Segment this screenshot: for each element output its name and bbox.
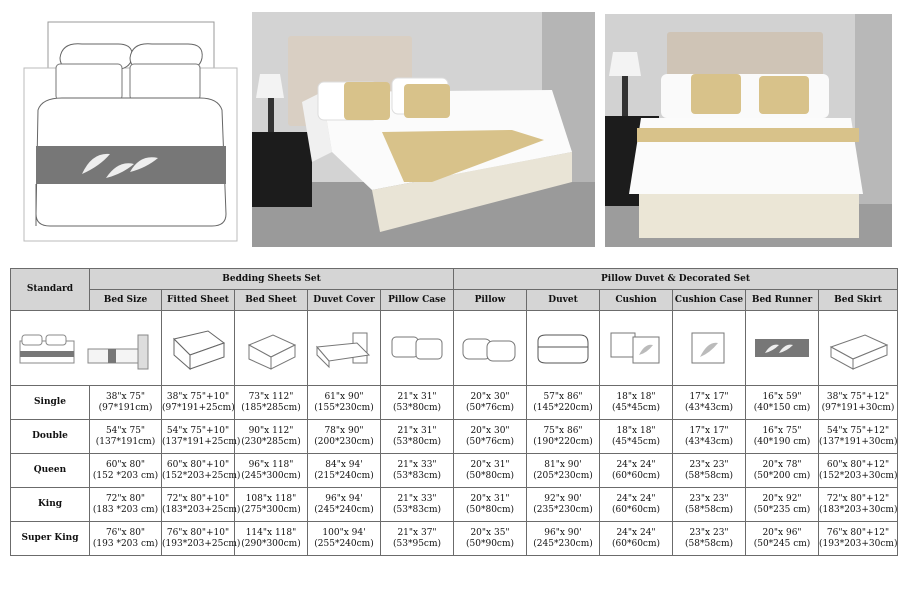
table-cell: 24"x 24" (60*60cm): [600, 488, 673, 522]
table-cell: 20"x 30" (50*76cm): [454, 420, 527, 454]
bed-skirt-thumbnail: [819, 311, 898, 386]
col-duvet: Duvet: [527, 290, 600, 311]
table-cell: 96"x 118" (245*300cm): [235, 454, 308, 488]
table-cell: 17"x 17" (43*43cm): [673, 420, 746, 454]
cushion-case-thumbnail: [673, 311, 746, 386]
table-cell: 38"x 75" (97*191cm): [90, 386, 162, 420]
table-cell: 78"x 90" (200*230cm): [308, 420, 381, 454]
table-cell: 75"x 86" (190*220cm): [527, 420, 600, 454]
group-header-row: [11, 269, 898, 290]
bed-photo-angled: [252, 12, 595, 247]
table-cell: 72"x 80"+10" (183*203+25cm): [162, 488, 235, 522]
table-cell: 90"x 112" (230*285cm): [235, 420, 308, 454]
col-bed-runner: Bed Runner: [746, 290, 819, 311]
row-label: King: [11, 488, 90, 522]
table-cell: 76"x 80"+10" (193*203+25cm): [162, 522, 235, 556]
row-label: Double: [11, 420, 90, 454]
table-row: [11, 454, 898, 488]
table-cell: 20"x 31" (50*80cm): [454, 488, 527, 522]
col-bed-sheet: Bed Sheet: [235, 290, 308, 311]
table-cell: 24"x 24" (60*60cm): [600, 454, 673, 488]
col-pillow-case: Pillow Case: [381, 290, 454, 311]
duvet-thumbnail: [527, 311, 600, 386]
col-fitted-sheet: Fitted Sheet: [162, 290, 235, 311]
table-cell: 20"x 96" (50*245 cm): [746, 522, 819, 556]
table-cell: 73"x 112" (185*285cm): [235, 386, 308, 420]
size-spec-table: [10, 268, 898, 556]
flat-sheet-thumbnail: [235, 311, 308, 386]
table-row: [11, 522, 898, 556]
table-cell: 54"x 75" (137*191cm): [90, 420, 162, 454]
column-header-row: [11, 290, 898, 311]
table-cell: 17"x 17" (43*43cm): [673, 386, 746, 420]
col-cushion-case: Cushion Case: [673, 290, 746, 311]
table-cell: 18"x 18" (45*45cm): [600, 386, 673, 420]
table-cell: 21"x 33" (53*83cm): [381, 488, 454, 522]
table-cell: 21"x 31" (53*80cm): [381, 420, 454, 454]
row-label: Queen: [11, 454, 90, 488]
table-cell: 61"x 90" (155*230cm): [308, 386, 381, 420]
table-cell: 114"x 118" (290*300cm): [235, 522, 308, 556]
col-pillow: Pillow: [454, 290, 527, 311]
table-cell: 60"x 80"+12" (152*203+30cm): [819, 454, 898, 488]
table-cell: 21"x 31" (53*80cm): [381, 386, 454, 420]
table-cell: 38"x 75"+12" (97*191+30cm): [819, 386, 898, 420]
table-cell: 23"x 23" (58*58cm): [673, 454, 746, 488]
table-cell: 20"x 30" (50*76cm): [454, 386, 527, 420]
table-cell: 76"x 80"+12" (193*203+30cm): [819, 522, 898, 556]
table-row: [11, 420, 898, 454]
duvet-cover-thumbnail: [308, 311, 381, 386]
table-cell: 60"x 80" (152 *203 cm): [90, 454, 162, 488]
table-cell: 96"x 90' (245*230cm): [527, 522, 600, 556]
standard-header: Standard: [11, 269, 90, 311]
table-cell: 20"x 78" (50*200 cm): [746, 454, 819, 488]
table-cell: 21"x 33" (53*83cm): [381, 454, 454, 488]
table-cell: 60"x 80"+10" (152*203+25cm): [162, 454, 235, 488]
table-row: [11, 386, 898, 420]
group-bedding-sheets-set: Bedding Sheets Set: [90, 269, 454, 290]
table-cell: 23"x 23" (58*58cm): [673, 522, 746, 556]
product-image-row: [11, 311, 898, 386]
row-label: Single: [11, 386, 90, 420]
pillow-case-thumbnail: [381, 311, 454, 386]
table-cell: 92"x 90' (235*230cm): [527, 488, 600, 522]
bed-sketch-illustration: [22, 14, 239, 243]
table-cell: 84"x 94' (215*240cm): [308, 454, 381, 488]
table-cell: 20"x 92" (50*235 cm): [746, 488, 819, 522]
table-cell: 54"x 75"+12" (137*191+30cm): [819, 420, 898, 454]
group-pillow-duvet-decorated-set: Pillow Duvet & Decorated Set: [454, 269, 898, 290]
table-cell: 57"x 86" (145*220cm): [527, 386, 600, 420]
pillow-thumbnail: [454, 311, 527, 386]
table-cell: 76"x 80" (193 *203 cm): [90, 522, 162, 556]
table-cell: 20"x 31" (50*80cm): [454, 454, 527, 488]
table-cell: 81"x 90' (205*230cm): [527, 454, 600, 488]
table-cell: 54"x 75"+10" (137*191+25cm): [162, 420, 235, 454]
table-cell: 18"x 18" (45*45cm): [600, 420, 673, 454]
bed-size-thumbnail: [11, 311, 162, 386]
table-cell: 108"x 118" (275*300cm): [235, 488, 308, 522]
table-cell: 24"x 24" (60*60cm): [600, 522, 673, 556]
hero-images: [0, 0, 907, 260]
col-bed-skirt: Bed Skirt: [819, 290, 898, 311]
table-cell: 72"x 80" (183 *203 cm): [90, 488, 162, 522]
col-bed-size: Bed Size: [90, 290, 162, 311]
row-label: Super King: [11, 522, 90, 556]
table-cell: 72"x 80"+12" (183*203+30cm): [819, 488, 898, 522]
table-cell: 38"x 75"+10" (97*191+25cm): [162, 386, 235, 420]
table-cell: 96"x 94' (245*240cm): [308, 488, 381, 522]
table-cell: 20"x 35" (50*90cm): [454, 522, 527, 556]
table-row: [11, 488, 898, 522]
bed-sheet-thumbnail: [162, 311, 235, 386]
table-cell: 23"x 23" (58*58cm): [673, 488, 746, 522]
table-cell: 21"x 37" (53*95cm): [381, 522, 454, 556]
bed-runner-thumbnail: [746, 311, 819, 386]
table-cell: 16"x 59" (40*150 cm): [746, 386, 819, 420]
table-cell: 16"x 75" (40*190 cm): [746, 420, 819, 454]
col-duvet-cover: Duvet Cover: [308, 290, 381, 311]
cushion-thumbnail: [600, 311, 673, 386]
col-cushion: Cushion: [600, 290, 673, 311]
bed-photo-front: [605, 14, 892, 247]
table-cell: 100"x 94' (255*240cm): [308, 522, 381, 556]
